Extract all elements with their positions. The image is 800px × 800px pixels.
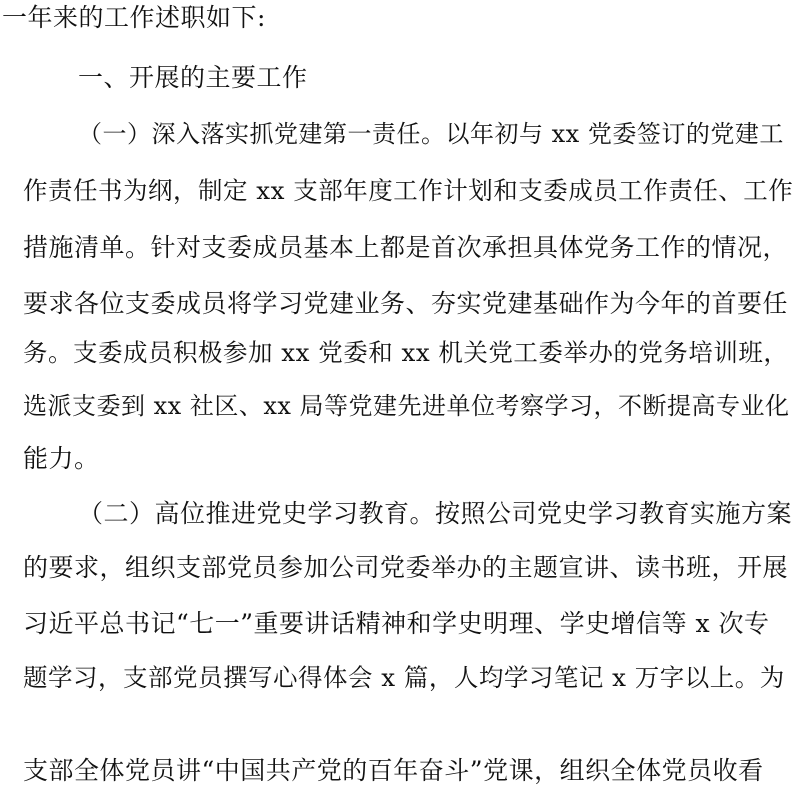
- paragraph-2-line: 题学习，支部党员撰写心得体会 x 篇，人均学习笔记 x 万字以上。为: [23, 663, 785, 692]
- section-heading: 一、开展的主要工作: [78, 63, 308, 92]
- paragraph-3-line: 支部全体党员讲“中国共产党的百年奋斗”党课，组织全体党员收看: [23, 756, 764, 785]
- paragraph-1-line: 能力。: [23, 444, 100, 473]
- paragraph-2-line: （二）高位推进党史学习教育。按照公司党史学习教育实施方案: [78, 499, 793, 528]
- paragraph-1-line: 措施清单。针对支委成员基本上都是首次承担具体党务工作的情况，: [23, 233, 789, 262]
- paragraph-1-line: （一）深入落实抓党建第一责任。以年初与 xx 党委签订的党建工: [78, 120, 784, 148]
- paragraph-1-line: 作责任书为纲，制定 xx 支部年度工作计划和支委成员工作责任、工作: [23, 176, 794, 205]
- paragraph-1-line: 选派支委到 xx 社区、xx 局等党建先进单位考察学习，不断提高专业化: [23, 392, 790, 420]
- paragraph-1-line: 要求各位支委成员将学习党建业务、夯实党建基础作为今年的首要任: [23, 289, 789, 318]
- paragraph-1-line: 务。支委成员积极参加 xx 党委和 xx 机关党工委举办的党务培训班，: [23, 338, 789, 367]
- paragraph-2-line: 的要求，组织支部党员参加公司党委举办的主题宣讲、读书班，开展: [23, 553, 789, 582]
- intro-line: 一年来的工作述职如下:: [2, 3, 266, 32]
- paragraph-2-line: 习近平总书记“七一”重要讲话精神和学史明理、学史增信等 x 次专: [23, 609, 770, 638]
